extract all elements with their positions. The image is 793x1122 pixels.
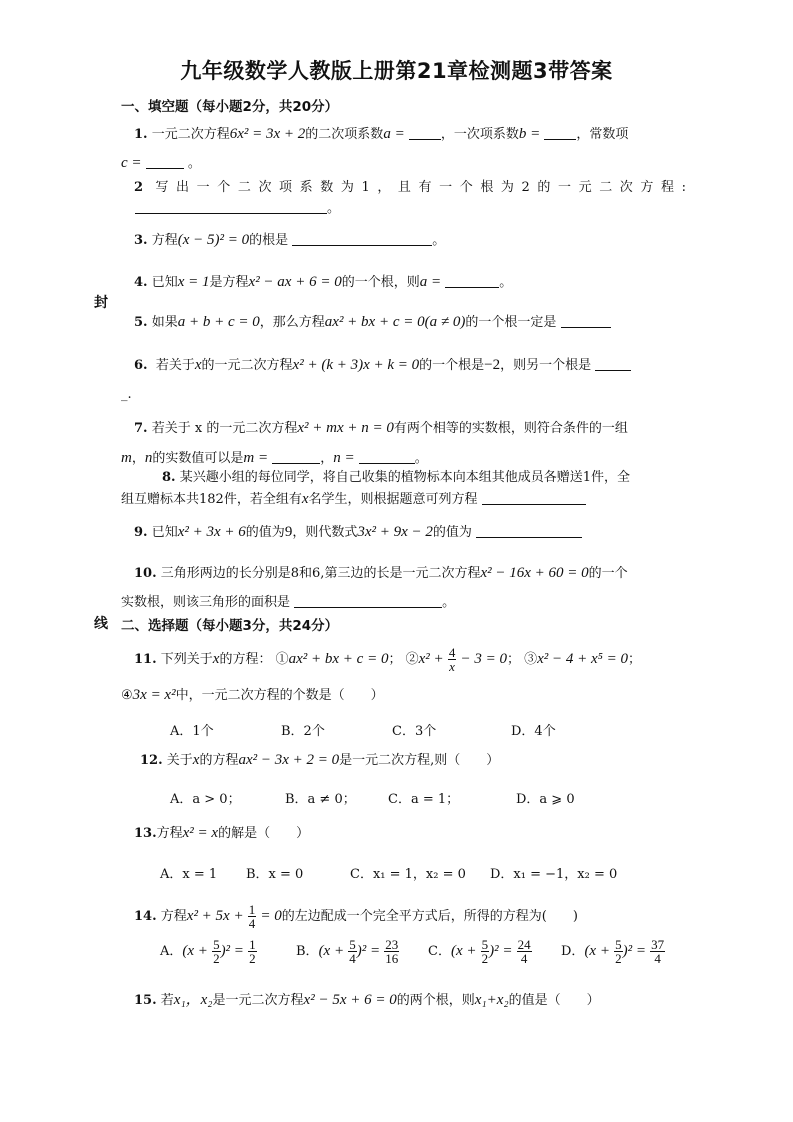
answer-blank-q9[interactable] <box>476 523 582 538</box>
fraction-1-over-4: $\frac{1}{4}$ <box>248 902 256 931</box>
choice-11-b[interactable]: B．2个 <box>281 724 325 739</box>
question-6-cont: _. <box>121 387 132 402</box>
question-5: 5. 如果a + b + c = 0，那么方程ax² + bx + c = 0(a ≠ 0)的一个根一定是 <box>134 312 611 333</box>
question-1: 1. 一元二次方程6x² = 3x + 2的二次项系数a = ，一次项系数b = ，常数项 <box>134 126 629 142</box>
question-11: 11. 下列关于x的方程： ①ax² + bx + c = 0； ②x² + $\frac{4}{x}$ − 3 = 0； ③x² − 4 + x⁵ = 0； <box>134 645 642 674</box>
question-2: 2 写出一个二次项系数为1，且有一个根为2的一元二次方程: <box>134 180 694 195</box>
answer-blank-q3[interactable] <box>292 231 432 246</box>
question-12: 12. 关于x的方程ax² − 3x + 2 = 0是一元二次方程,则（ ） <box>140 752 500 768</box>
choice-12-a[interactable]: A．a > 0； <box>170 792 241 807</box>
margin-mark-xian: 线 <box>94 616 108 632</box>
answer-blank-q6[interactable] <box>595 356 631 371</box>
question-6: 6. 若关于x的一元二次方程x² + (k + 3)x + k = 0的一个根是−2，则另一个根是 <box>134 355 631 376</box>
answer-blank-q8[interactable] <box>482 490 586 505</box>
answer-blank-q1-b[interactable] <box>544 125 576 140</box>
choice-14-b[interactable]: B．(x + $\frac{5}{4}$ )² = $\frac{23}{16}$ <box>296 937 399 966</box>
question-14: 14. 方程x² + 5x + $\frac{1}{4}$ = 0的左边配成一个完全平方式后，所得的方程为( ) <box>134 902 578 931</box>
question-3: 3. 方程(x − 5)² = 0的根是 。 <box>134 232 446 248</box>
choice-13-d[interactable]: D．x₁ = −1，x₂ = 0 <box>490 867 618 882</box>
section-heading-fill-in: 一、填空题（每小题2分，共20分） <box>121 99 339 115</box>
answer-blank-q2[interactable] <box>135 199 327 214</box>
question-7-cont: m，n的实数值可以是m = ，n = 。 <box>121 450 428 466</box>
answer-blank-q7-n[interactable] <box>359 449 415 464</box>
margin-mark-feng: 封 <box>94 295 108 311</box>
question-15: 15. 若x₁，x₂是一元二次方程x² − 5x + 6 = 0的两个根，则x₁+x₂的值是（ ） <box>134 992 600 1008</box>
choice-14-a[interactable]: A．(x + $\frac{5}{2}$ )² = $\frac{1}{2}$ <box>160 937 256 966</box>
question-1-cont: c = 。 <box>121 155 201 171</box>
choice-11-d[interactable]: D．4个 <box>511 724 556 739</box>
answer-blank-q7-m[interactable] <box>272 449 320 464</box>
choice-12-d[interactable]: D．a ⩾ 0 <box>516 792 575 807</box>
question-9: 9. 已知x² + 3x + 6的值为9，则代数式3x² + 9x − 2的值为 <box>134 522 582 543</box>
question-4: 4. 已知x = 1是方程x² − ax + 6 = 0的一个根，则a = 。 <box>134 274 513 290</box>
answer-blank-q10[interactable] <box>294 593 442 608</box>
section-heading-choice: 二、选择题（每小题3分，共24分） <box>121 618 339 634</box>
answer-blank-q5[interactable] <box>561 313 611 328</box>
question-8: 8. 某兴趣小组的每位同学，将自己收集的植物标本向本组其他成员各赠送1件，全 <box>162 470 630 485</box>
choice-14-c[interactable]: C．(x + $\frac{5}{2}$ )² = $\frac{24}{4}$ <box>428 937 531 966</box>
choice-13-b[interactable]: B．x = 0 <box>246 867 304 882</box>
question-11-cont: ④3x = x²中，一元二次方程的个数是（ ） <box>121 687 384 703</box>
question-10: 10. 三角形两边的长分别是8和6,第三边的长是一元二次方程x² − 16x + 60 = 0的一个 <box>134 565 628 581</box>
question-2-cont: 。 <box>121 199 340 219</box>
choice-12-c[interactable]: C．a = 1； <box>388 792 460 807</box>
choice-14-d[interactable]: D．(x + $\frac{5}{2}$ )² = $\frac{37}{4}$ <box>561 937 665 966</box>
fraction-4-over-x: $\frac{4}{x}$ <box>448 645 456 674</box>
question-8-cont: 组互赠标本共182件，若全组有x名学生，则根据题意可列方程 <box>121 489 586 510</box>
answer-blank-q1-c[interactable] <box>146 154 184 169</box>
question-7: 7. 若关于 x 的一元二次方程x² + mx + n = 0有两个相等的实数根，则符合条件的一组 <box>134 420 628 436</box>
choice-13-c[interactable]: C．x₁ = 1，x₂ = 0 <box>350 867 466 882</box>
page-title: 九年级数学人教版上册第21章检测题3带答案 <box>180 59 613 83</box>
choice-13-a[interactable]: A．x = 1 <box>160 867 218 882</box>
question-13: 13.方程x² = x的解是（ ） <box>134 825 310 841</box>
choice-11-a[interactable]: A．1个 <box>170 724 214 739</box>
choice-12-b[interactable]: B．a ≠ 0； <box>285 792 356 807</box>
answer-blank-q4[interactable] <box>445 273 499 288</box>
question-10-cont: 实数根，则该三角形的面积是 。 <box>121 595 456 610</box>
answer-blank-q1-a[interactable] <box>409 125 441 140</box>
choice-11-c[interactable]: C．3个 <box>392 724 437 739</box>
